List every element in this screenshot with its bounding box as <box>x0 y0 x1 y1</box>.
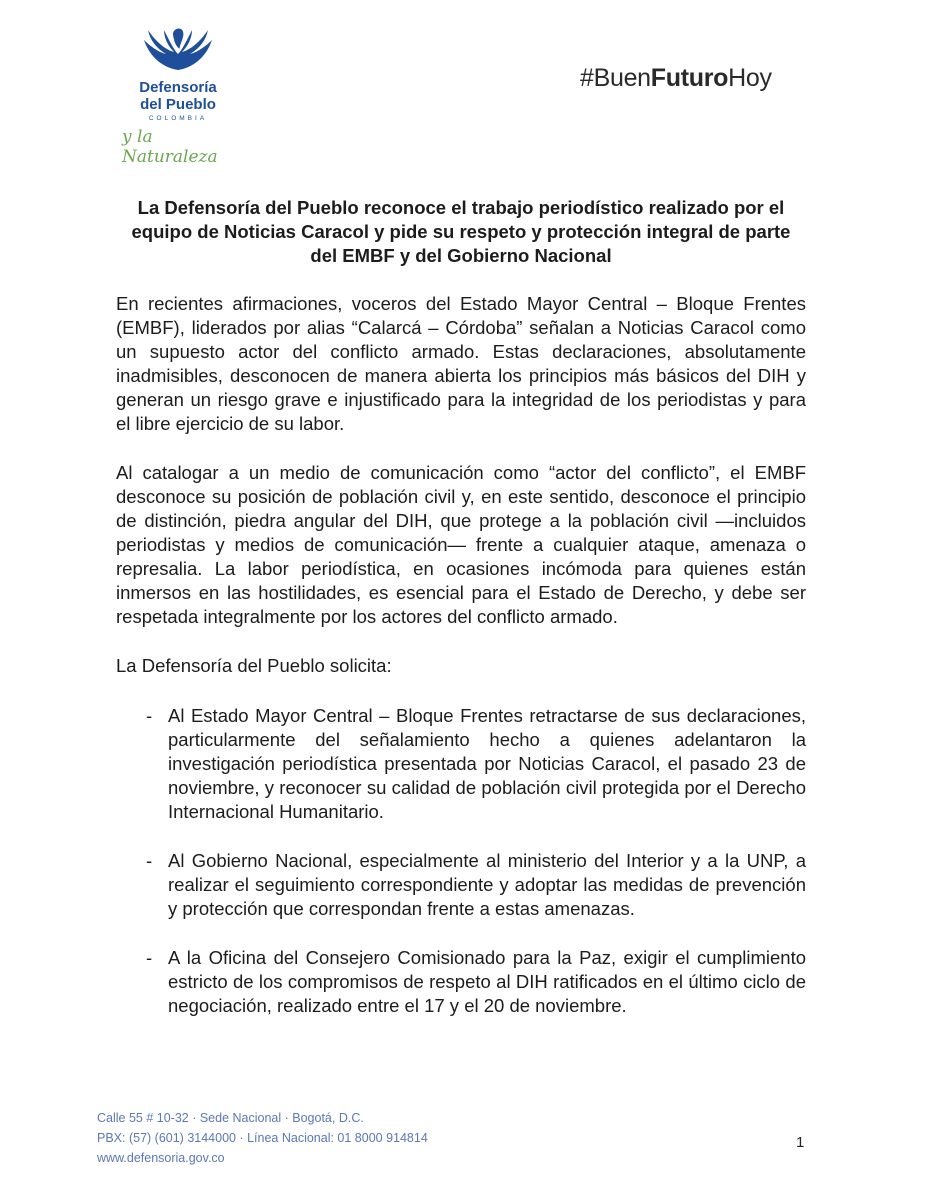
bullet-dash: - <box>146 850 153 871</box>
list-item-text: A la Oficina del Consejero Comisionado para la Paz, exigir el cumplimiento estricto de los compromisos de respeto al DIH ratificados en el último ciclo de negociación, realizado entre el 17 y el 20 de noviembre. <box>168 947 806 1016</box>
footer-address: Calle 55 # 10-32 · Sede Nacional · Bogotá, D.C. <box>97 1111 364 1125</box>
list-item-text: Al Gobierno Nacional, especialmente al ministerio del Interior y a la UNP, a realizar el seguimiento correspondiente y adoptar las medidas de prevención y protección que correspondan frente a estas amenazas. <box>168 850 806 919</box>
document-headline: La Defensoría del Pueblo reconoce el trabajo periodístico realizado por el equipo de Noticias Caracol y pide su respeto y protección integral de parte del EMBF y del Gobierno Nacional <box>131 197 791 266</box>
list-item <box>116 704 806 824</box>
hands-holding-map-icon <box>140 24 216 78</box>
footer-phones: PBX: (57) (601) 3144000 · Línea Nacional: 01 8000 914814 <box>97 1131 428 1145</box>
paragraph: En recientes afirmaciones, voceros del Estado Mayor Central – Bloque Frentes (EMBF), liderados por alias “Calarcá – Córdoba” señalan a Noticias Caracol como un supuesto actor del conflicto armado. Estas declaraciones, absolutamente inadmisibles, desconocen de manera abierta los principios más básicos del DIH y generan un riesgo grave e injustificado para la integridad de los periodistas y para el libre ejercicio de su labor. <box>116 293 806 434</box>
logo-tagline: y la Naturaleza <box>122 127 218 167</box>
defensoria-logo <box>118 24 238 167</box>
footer-contact <box>97 1108 428 1168</box>
paragraph: Al catalogar a un medio de comunicación como “actor del conflicto”, el EMBF desconoce su posición de población civil y, en este sentido, desconoce el principio de distinción, piedra angular del DIH, que protege a la población civil —incluidos periodistas y medios de comunicación— frente a cualquier ataque, amenaza o represalia. La labor periodística, en ocasiones incómoda para quienes están inmersos en las hostilidades, es esencial para el Estado de Derecho, y debe ser respetada integralmente por los actores del conflicto armado. <box>116 462 806 627</box>
logo-name: Defensoría del Pueblo <box>139 79 217 113</box>
logo-country: COLOMBIA <box>148 115 208 122</box>
document-body <box>116 196 806 1043</box>
footer-website[interactable]: www.defensoria.gov.co <box>97 1151 225 1165</box>
bullet-dash: - <box>146 705 153 726</box>
page-number: 1 <box>796 1134 805 1151</box>
list-item <box>116 946 806 1018</box>
request-list <box>116 704 806 1018</box>
list-item-text: Al Estado Mayor Central – Bloque Frentes retractarse de sus declaraciones, particularmente del señalamiento hecho a quienes adelantaron la investigación periodística presentada por Noticias Caracol, el pasado 23 de noviembre, y reconocer su calidad de población civil protegida por el Derecho Internacional Humanitario. <box>168 705 806 822</box>
campaign-hashtag: #BuenFuturoHoy <box>580 64 772 92</box>
bullet-dash: - <box>146 947 153 968</box>
request-intro: La Defensoría del Pueblo solicita: <box>116 655 392 676</box>
list-item <box>116 849 806 921</box>
